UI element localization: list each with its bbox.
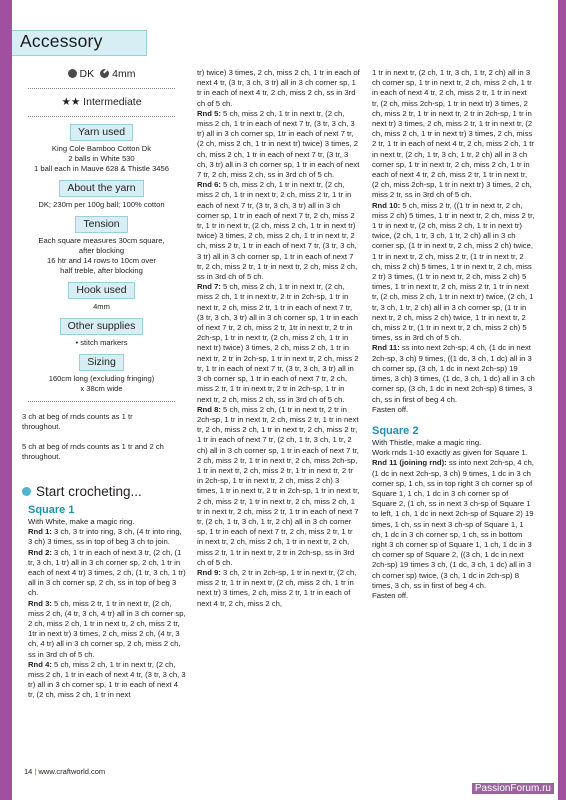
- divider: [28, 116, 175, 117]
- other-supplies-heading: Other supplies: [60, 318, 144, 335]
- yarn-used-line: 1 ball each in Mauve 628 & Thistle 3456: [34, 164, 169, 173]
- footer-site: www.craftworld.com: [38, 767, 106, 776]
- instruction-para: Rnd 7: 5 ch, miss 2 ch, 1 tr in next tr, (2 ch, miss 2 ch, 1 tr in next tr, 2 tr in 2ch-sp, 1 tr in next tr, 2 ch, miss 2 tr, 1 tr in each of next 7 tr, (3 tr, 3 ch, 3 tr) all in 3 ch corner sp, 1 tr in each of next 7 tr, 2 ch, miss 2 tr, 1tr in next tr, 2 tr in 2ch-sp, 1 tr in next tr, (2 ch, miss 2 ch, 1 tr in next tr) twice) 3 times, 2 ch, miss 2 ch, 1 tr in next tr, 2 tr in 2ch-sp, 1 tr in next tr, 2 ch, miss 2 tr, 1 tr in each of next 7 tr, (3 tr, 3 ch, 3 tr) all in 3 ch corner sp, 1 tr in each of next 7 tr, 2 ch, miss 2 tr, 1 tr in next tr, 2 tr in 2ch-sp, 1 tr in next tr, 2 ch, miss 2 ch, ss in 3rd ch of 5 ch.: [197, 282, 359, 404]
- hook-section: [22, 282, 181, 312]
- instruction-para: Rnd 11 (joining rnd): ss into next 2ch-sp, 4 ch, (1 dc in next 2ch-sp, 3 ch) 9 times, 1 dc in 3 ch corner sp, 1 ch, ss in top right 3 ch corner sp of Square 1, 1 ch, 1 dc in 3 ch corner sp of Square 2, (1 ch, ss in next 3 ch-sp of Square 1 to left, 1 ch, 1 dc in next 2ch-sp of Square 2) 19 times, 1 ch, ss in next 3 ch-sp of Square 1, 1 ch, 1 dc in 3 ch corner sp, 1 ch, ss in bottom right 3 ch corner sp of Square 1, 1 ch, 1 dc in 3 ch corner sp of Square 2, ((3 ch, 1 dc in next 2ch-sp) 19 times 3 ch, (1 dc, 3 ch, 1 dc) all in 3 ch corner sp) twice, (3 ch, 1 dc in 2ch-sp) 8 times, 3 ch, ss in first of beg 4 ch.: [372, 458, 534, 590]
- yarn-weight-hook-row: [22, 68, 181, 81]
- instruction-para: Work rnds 1-10 exactly as given for Square 1.: [372, 448, 528, 458]
- hook-heading: Hook used: [68, 282, 134, 299]
- pattern-note: 3 ch at beg of rnds counts as 1 tr throughout.: [22, 412, 133, 431]
- right-color-band: [558, 0, 566, 800]
- yarn-weight: DK: [79, 68, 95, 80]
- footer-divider: |: [34, 767, 39, 776]
- yarn-used-line: 2 balls in White 530: [68, 154, 135, 163]
- instruction-para: Rnd 9: 3 ch, 2 tr in 2ch-sp, 1 tr in next tr, (2 ch, miss 2 tr, 1 tr in next tr, (2 ch, miss 2 ch, 1 tr in next tr) 3 times, 2 ch, miss 2 tr, 1 tr in each of next 4 tr, 2 ch, miss 2 ch,: [197, 567, 357, 608]
- instruction-para: Rnd 10: 5 ch, miss 2 tr, ((1 tr in next tr, 2 ch, miss 2 ch) 5 times, 1 tr in next tr, 2 ch, miss 2 tr, 1 tr in next tr, (2 ch, miss 2 ch, 1 tr in next tr) twice, (2 ch, 1 tr, 3 ch, 1 tr, 2 ch) all in 3 ch corner sp, (1 tr in next tr, 2 ch, miss 2 ch) twice, 1 tr in next tr, 2 ch, miss 2 tr, (1 tr in next tr, 2 ch, miss 2 ch) 5 times, 1 tr in next tr, 2 ch, miss 2 tr) 3 times, (1 tr in next tr, 2 ch, miss 2 ch) 5 times, 1 tr in next tr, 2 ch, miss 2 tr, 1 tr in next tr, (2 ch, miss 2 ch, 1 tr in next tr) twice, (2 ch, 1 tr, 3 ch, 1 tr, 2 ch) all in 3 ch corner sp, (1 tr in next tr, 2 ch, miss 2 ch) twice, 1 tr in next tr, 2 ch, miss 2 tr, (1 tr in next tr, 2 ch, miss 2 ch) 5 times, ss in 3rd ch of 5 ch.: [372, 200, 535, 343]
- instruction-para: With Thistle, make a magic ring.: [372, 437, 482, 447]
- instruction-para: Fasten off.: [372, 590, 409, 600]
- watermark: PassionForum.ru: [472, 783, 554, 794]
- yarn-used-line: King Cole Bamboo Cotton Dk: [51, 144, 152, 153]
- yarn-ball-icon: [68, 69, 77, 78]
- about-yarn-heading: About the yarn: [59, 180, 143, 197]
- hook-size: 4mm: [112, 68, 136, 80]
- instruction-para: Rnd 8: 5 ch, miss 2 ch, (1 tr in next tr, 2 tr in 2ch-sp, 1 tr in next tr, 2 ch, miss 2 tr, 1 tr in next tr, 2 ch, miss 2 ch, 1 tr in next tr, 2 ch, miss 2 tr, 1 tr in each of next 7 tr, (2 ch, 1 tr, 3 ch, 1 tr, 2 ch) all in 3 ch corner sp, 1 tr in each of next 7 tr, 2 ch, miss 2 tr, 1 tr in next tr, 2 ch, miss 2ch-sp, 1 tr in next tr, 2 ch, miss 2 tr, 1 tr in next tr, 2 tr in 2ch-sp, 1 tr in next tr, 2 ch, miss 2 ch) 3 times, 1 tr in next tr, 2 tr in 2ch-sp, 1 tr in next tr, 2 ch, miss 2 tr, 1 tr in next tr, 2 ch, miss 2 ch, 1 tr in next tr, 2 ch, miss 2 tr, 1 tr in each of next 7 tr, (2 ch, 1 tr, 3 ch, 1 tr, 2 ch) all in 3 ch corner sp, 1 tr in each of next 7 tr, 2 ch, miss 2 tr, 1 tr in next tr, 2 ch, miss 2 ch, 1 tr in next tr, 2 ch, miss 2 tr, 1 tr in next tr, 2 tr in 2ch-sp, ss in 3rd ch of 5 ch.: [197, 404, 360, 567]
- sizing-heading: Sizing: [79, 354, 124, 371]
- divider: [28, 401, 175, 402]
- page-number: 14: [24, 767, 33, 776]
- instruction-para: Fasten off.: [372, 404, 409, 414]
- instruction-para: Rnd 2: 3 ch, 1 tr in each of next 3 tr, (2 ch, (1 tr, 3 ch, 1 tr) all in 3 ch corner sp, 2 ch, 1 tr in each of next 4 tr) 3 times, 2 ch, (1 tr, 3 ch, 1 tr) all in 3 ch corner sp, 2 ch, ss in top of beg 3 ch.: [28, 547, 186, 598]
- tension-line: 16 htr and 14 rows to 10cm over: [47, 256, 156, 265]
- left-color-band: [0, 0, 12, 800]
- sizing-line: 160cm long (excluding fringing): [48, 374, 155, 383]
- tension-heading: Tension: [75, 216, 127, 233]
- other-supplies-line: • stitch markers: [75, 338, 128, 347]
- instruction-para: With White, make a magic ring.: [28, 517, 135, 526]
- sizing-section: [22, 354, 181, 394]
- instruction-para: Rnd 11: ss into next 2ch-sp, 4 ch, (1 dc in next 2ch-sp, 3 ch) 9 times, ((1 dc, 3 ch, 1 dc) all in 3 ch corner sp, (3 ch, 1 dc in next 2ch-sp) 19 times, 3 ch) 3 times, (1 dc, 3 ch, 1 dc) all in 3 ch corner sp, (3 ch, 1 dc in next 2ch-sp) 8 times, 3 ch, ss in first of beg 4 ch.: [372, 343, 535, 404]
- instruction-para: Rnd 6: 5 ch, miss 2 ch, 1 tr in next tr, (2 ch, miss 2 ch, 1 tr in next tr, 2 ch, miss 2 tr, 1 tr in each of next 7 tr, (3 tr, 3 ch, 3 tr) all in 3 ch corner sp, 1 tr in each of next 7 tr, 2 ch, miss 2 tr, 1 tr in next tr, (2 ch, miss 2 ch, 1 tr in next tr) twice) 3 times, 2 ch, miss 2 ch, 1 tr in next tr, 2 ch, miss 2 tr, 1 tr in each of next 7 tr, (3 tr, 3 ch, 3 tr) all in 3 ch corner sp, 1 tr in each of next 7 tr, 2 ch, miss 2 tr, 1 tr in next tr, 2 ch, miss 2 ch, ss in 3rd ch of 5 ch.: [197, 180, 358, 282]
- about-yarn-line: DK; 230m per 100g ball; 100% cotton: [38, 200, 165, 209]
- other-supplies-section: [22, 318, 181, 348]
- square-1-heading: Square 1: [28, 504, 75, 516]
- instructions-column-1: [28, 504, 186, 701]
- instruction-para: tr) twice) 3 times, 2 ch, miss 2 ch, 1 tr in each of next 4 tr, (3 tr, 3 ch, 3 tr) all in 3 ch corner sp, 1 tr in each of next 4 tr, 2 ch, miss 2 ch, ss in 3rd ch of 5 ch.: [197, 68, 360, 108]
- yarn-used-section: [22, 124, 181, 174]
- tension-line: Each square measures 30cm square,: [38, 236, 165, 245]
- hook-icon: [100, 69, 109, 78]
- page-title: Accessory: [20, 31, 103, 51]
- instruction-para: Rnd 3: 5 ch, miss 2 tr, 1 tr in next tr, (2 ch, miss 2 ch, (4 tr, 3 ch, 4 tr) all in 3 ch corner sp, 2 ch, miss 2 ch, 1 tr in next tr, 2 ch, miss 2 tr, 1tr in next tr) 3 times, 2 ch, miss 2 ch, (4 tr, 3 ch, 4 tr) all in 3 ch corner sp, 2 ch, miss 2 ch, ss in 3rd ch of 5 ch.: [28, 598, 186, 659]
- pattern-note: 5 ch at beg of rnds counts as 1 tr and 2 ch throughout.: [22, 442, 164, 461]
- sizing-line: x 38cm wide: [80, 384, 123, 393]
- pattern-info-sidebar: [22, 68, 181, 462]
- instructions-column-3: [372, 68, 535, 601]
- bullet-icon: [22, 487, 31, 496]
- divider: [28, 88, 175, 89]
- skill-level: ★★ Intermediate: [61, 96, 142, 108]
- tension-line: after blocking: [78, 246, 125, 255]
- instruction-para: Rnd 4: 5 ch, miss 2 ch, 1 tr in next tr, (2 ch, miss 2 ch, 1 tr in each of next 4 tr, (3 tr, 3 ch, 3 tr) all in 3 ch corner sp, 1 tr in each of next 4 tr, (2 ch, miss 2 ch, 1 tr in next: [28, 659, 186, 700]
- tension-section: [22, 216, 181, 276]
- instruction-para: 1 tr in next tr, (2 ch, 1 tr, 3 ch, 1 tr, 2 ch) all in 3 ch corner sp, 1 tr in next tr, 2 ch, miss 2 ch, 1 tr in each of next 4 tr, 2 ch, miss 2 tr, 1 tr in next tr, (2 ch, miss 2ch-sp, 1 tr in next tr) 3 times, 2 ch, miss 2 tr, 1 tr in next tr, 2 tr in 2ch-sp, 1 tr in next tr) 3 times, 2 ch, miss 2 tr, 1 tr in next tr, (2 ch, miss 2 ch, 1 tr in next tr) 3 times, 2 ch, miss 2 tr, 1 tr in each of next 4 tr, 2 ch, miss 2 ch, 1 tr in next tr, (2 ch, 1 tr, 3 ch, 1 tr, 2 ch) all in 3 ch corner sp, 1 tr in next tr, 2 ch, miss 2 ch, 1 tr in each of next 4 tr, 2 ch, miss 2 tr, 1 tr in next tr, (2 ch, miss 2ch-sp, 1 tr in next tr) 3 times, 2 ch, miss 2 tr, ss in 3rd ch of 5 ch.: [372, 68, 534, 200]
- yarn-used-heading: Yarn used: [70, 124, 133, 141]
- instruction-para: Rnd 5: 5 ch, miss 2 ch, 1 tr in next tr, (2 ch, miss 2 ch, 1 tr in each of next 7 tr, (3 tr, 3 ch, 3 tr) all in 3 ch corner sp, 1tr in each of next 7 tr, (2 ch, miss 2 ch, 1 tr in next tr) twice) 3 times, 2 ch, miss 2 ch, 1 tr in each of next 7 tr, (3 tr, 3 ch, 3 tr) all in 3 ch corner sp, 1 tr in each of next 7 tr, 2 ch, miss 2 ch, ss in 3rd ch of 5 ch.: [197, 108, 360, 180]
- hook-line: 4mm: [93, 302, 110, 311]
- instruction-para: Rnd 1: 3 ch, 3 tr into ring, 3 ch, (4 tr into ring, 3 ch) 3 times, ss in top of beg 3 ch to join.: [28, 527, 182, 547]
- square-2-heading: Square 2: [372, 424, 419, 437]
- about-yarn-section: [22, 180, 181, 210]
- start-crocheting-heading: Start crocheting...: [22, 484, 142, 500]
- tension-line: half treble, after blocking: [60, 266, 143, 275]
- page-footer: [24, 767, 105, 776]
- instructions-column-2: [197, 68, 360, 609]
